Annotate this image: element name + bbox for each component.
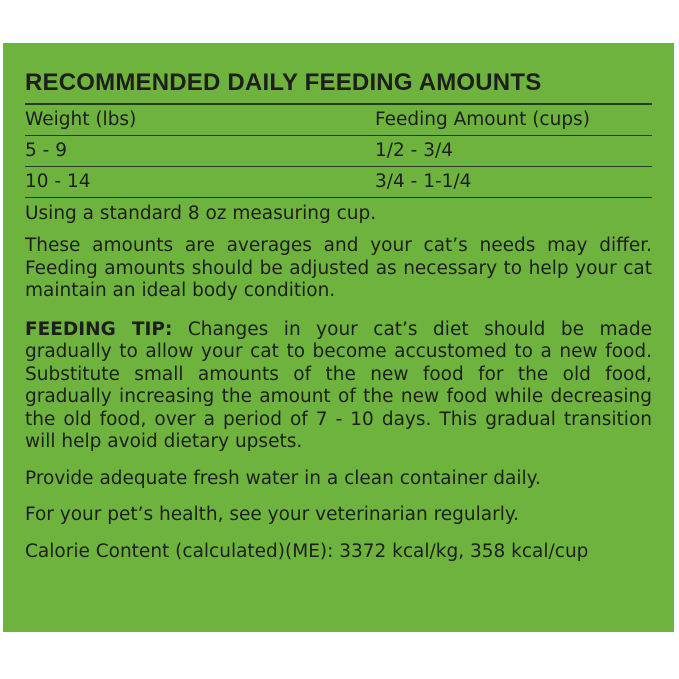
feeding-table <box>25 105 652 198</box>
table-row <box>25 135 652 166</box>
feeding-tip <box>25 319 652 454</box>
measuring-cup-note: Using a standard 8 oz measuring cup. <box>25 202 377 224</box>
weight-cell: 5 - 9 <box>25 135 375 166</box>
amount-cell: 1/2 - 3/4 <box>375 135 652 166</box>
table-header-row <box>25 105 652 136</box>
feeding-panel <box>3 43 674 632</box>
table-row <box>25 166 652 197</box>
feeding-tip-text: Changes in your cat’s diet should be made gradually to allow your cat to become accustomed to a new food. Substitute small amounts of the new food for the old food, gradually increasing the amount of the new food while decreasing the old food, over a period of 7 - 10 days. This gradual transition will help avoid dietary upsets. <box>25 318 652 453</box>
amount-cell: 3/4 - 1-1/4 <box>375 166 652 197</box>
weight-cell: 10 - 14 <box>25 166 375 197</box>
vet-note: For your pet’s health, see your veterinarian regularly. <box>25 504 520 526</box>
header-weight: Weight (lbs) <box>25 105 375 136</box>
calorie-content: Calorie Content (calculated)(ME): 3372 kcal/kg, 358 kcal/cup <box>25 540 589 562</box>
feeding-tip-label: FEEDING TIP: <box>25 318 173 340</box>
header-feeding-amount: Feeding Amount (cups) <box>375 105 652 136</box>
water-note: Provide adequate fresh water in a clean container daily. <box>25 467 541 489</box>
panel-title: RECOMMENDED DAILY FEEDING AMOUNTS <box>25 69 652 105</box>
averages-note: These amounts are averages and your cat’s needs may differ. Feeding amounts should be adjusted as necessary to help your cat maintain an ideal body condition. <box>25 235 652 302</box>
